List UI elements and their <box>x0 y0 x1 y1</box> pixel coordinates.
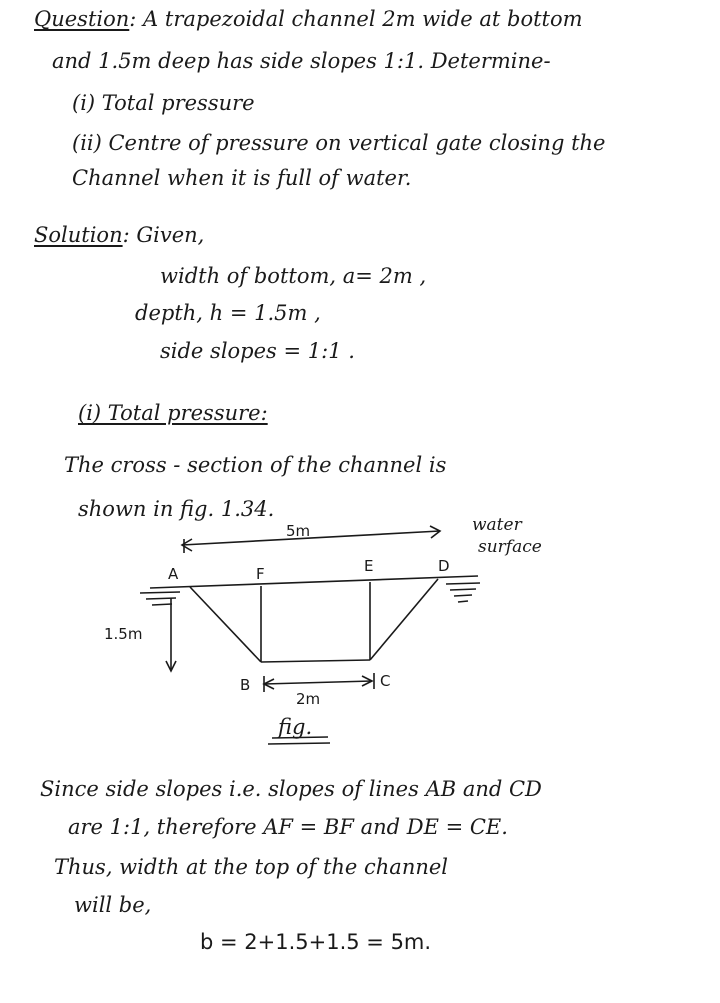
question-item-1: (i) Total pressure <box>72 91 255 115</box>
part1-line-1: The cross - section of the channel is <box>64 453 447 477</box>
question-line-1: Question: A trapezoidal channel 2m wide at bottom <box>34 7 583 31</box>
part1-heading-text: (i) Total pressure: <box>78 401 268 425</box>
depth-label: 1.5m <box>104 625 143 643</box>
water-label-2: surface <box>478 537 542 557</box>
question-label: Question <box>34 7 130 31</box>
top-width-dimension-line <box>182 531 440 545</box>
top-width-label: 5m <box>286 522 311 540</box>
bottom-width-dimension-line <box>264 681 372 684</box>
question-text-1: A trapezoidal channel 2m wide at bottom <box>143 7 583 31</box>
explanation-line-1: Since side slopes i.e. slopes of lines AB and CD <box>40 777 542 801</box>
point-f-label: F <box>256 565 265 583</box>
part1-line-2: shown in fig. 1.34. <box>78 497 275 521</box>
explanation-line-2: are 1:1, therefore AF = BF and DE = CE. <box>68 815 508 839</box>
bottom-bc <box>261 660 370 662</box>
water-label-1: water <box>472 515 522 535</box>
figure-caption: fig. <box>278 715 313 739</box>
point-a-label: A <box>168 565 179 583</box>
question-item-2b: Channel when it is full of water. <box>72 166 412 190</box>
explanation-line-4: will be, <box>74 893 152 917</box>
point-e-label: E <box>364 557 374 575</box>
point-c-label: C <box>380 672 391 690</box>
solution-given: : Given, <box>122 223 205 247</box>
point-d-label: D <box>438 557 450 575</box>
point-b-label: B <box>240 676 251 694</box>
given-depth: depth, h = 1.5m , <box>135 301 321 325</box>
explanation-line-3: Thus, width at the top of the channel <box>54 855 449 879</box>
side-slope-ab <box>190 587 261 662</box>
question-item-2a: (ii) Centre of pressure on vertical gate closing the <box>72 131 606 155</box>
bottom-width-label: 2m <box>296 690 321 708</box>
given-width: width of bottom, a= 2m , <box>160 264 427 288</box>
side-slope-cd <box>370 579 438 660</box>
given-slopes: side slopes = 1:1 . <box>160 339 355 363</box>
top-width-equation: b = 2+1.5+1.5 = 5m. <box>200 930 432 954</box>
solution-label: Solution <box>34 223 123 247</box>
water-surface-line <box>150 576 478 588</box>
question-line-2: and 1.5m deep has side slopes 1:1. Determine- <box>52 49 551 73</box>
